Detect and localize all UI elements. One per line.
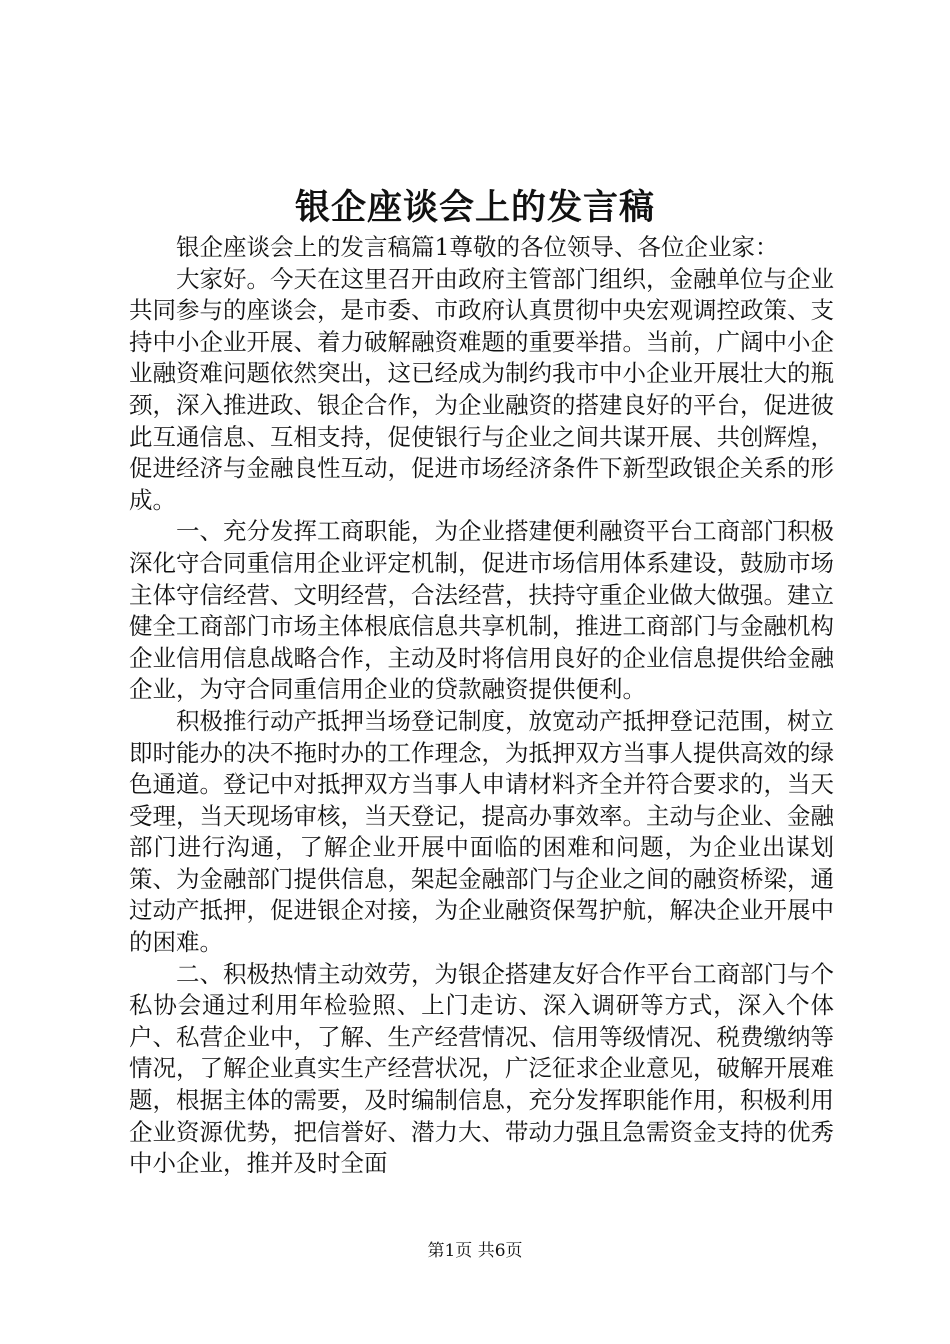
paragraph-intro: 大家好。今天在这里召开由政府主管部门组织，金融单位与企业共同参与的座谈会，是市委、市政府认真贯彻中央宏观调控政策、支持中小企业开展、着力破解融资难题的重要举措。当前，广阔中小企业融资难问题依然突出，这已经成为制约我市中小企业开展壮大的瓶颈，深入推进政、银企合作，为企业融资的搭建良好的平台，促进彼此互通信息、互相支持，促使银行与企业之间共谋开展、共创辉煌，促进经济与金融良性互动，促进市场经济条件下新型政银企关系的形成。 (129, 264, 834, 514)
page-number-footer: 第1页 共6页 (427, 1241, 523, 1261)
paragraph-greeting: 银企座谈会上的发言稿篇1尊敬的各位领导、各位企业家： (176, 233, 779, 261)
paragraph-section-two: 二、积极热情主动效劳，为银企搭建友好合作平台工商部门与个私协会通过利用年检验照、上门走访、深入调研等方式，深入个体户、私营企业中，了解、生产经营情况、信用等级情况、税费缴纳等情况，了解企业真实生产经营状况，广泛征求企业意见，破解开展难题，根据主体的需要，及时编制信息，充分发挥职能作用，积极利用企业资源优势，把信誉好、潜力大、带动力强且急需资金支持的优秀中小企业，推并及时全面 (129, 959, 834, 1178)
document-body (129, 232, 834, 1180)
document-title: 银企座谈会上的发言稿 (294, 187, 655, 228)
paragraph-section-one: 一、充分发挥工商职能，为企业搭建便利融资平台工商部门积极深化守合同重信用企业评定机制，促进市场信用体系建设，鼓励市场主体守信经营、文明经营，合法经营，扶持守重企业做大做强。建立健全工商部门市场主体根底信息共享机制，推进工商部门与金融机构企业信用信息战略合作，主动及时将信用良好的企业信息提供给金融企业，为守合同重信用企业的贷款融资提供便利。 (129, 517, 834, 704)
paragraph-mortgage: 积极推行动产抵押当场登记制度，放宽动产抵押登记范围，树立即时能办的决不拖时办的工作理念，为抵押双方当事人提供高效的绿色通道。登记中对抵押双方当事人申请材料齐全并符合要求的，当天受理，当天现场审核，当天登记，提高办事效率。主动与企业、金融部门进行沟通，了解企业开展中面临的困难和问题，为企业出谋划策、为金融部门提供信息，架起金融部门与企业之间的融资桥梁，通过动产抵押，促进银企对接，为企业融资保驾护航，解决企业开展中的困难。 (129, 706, 834, 957)
